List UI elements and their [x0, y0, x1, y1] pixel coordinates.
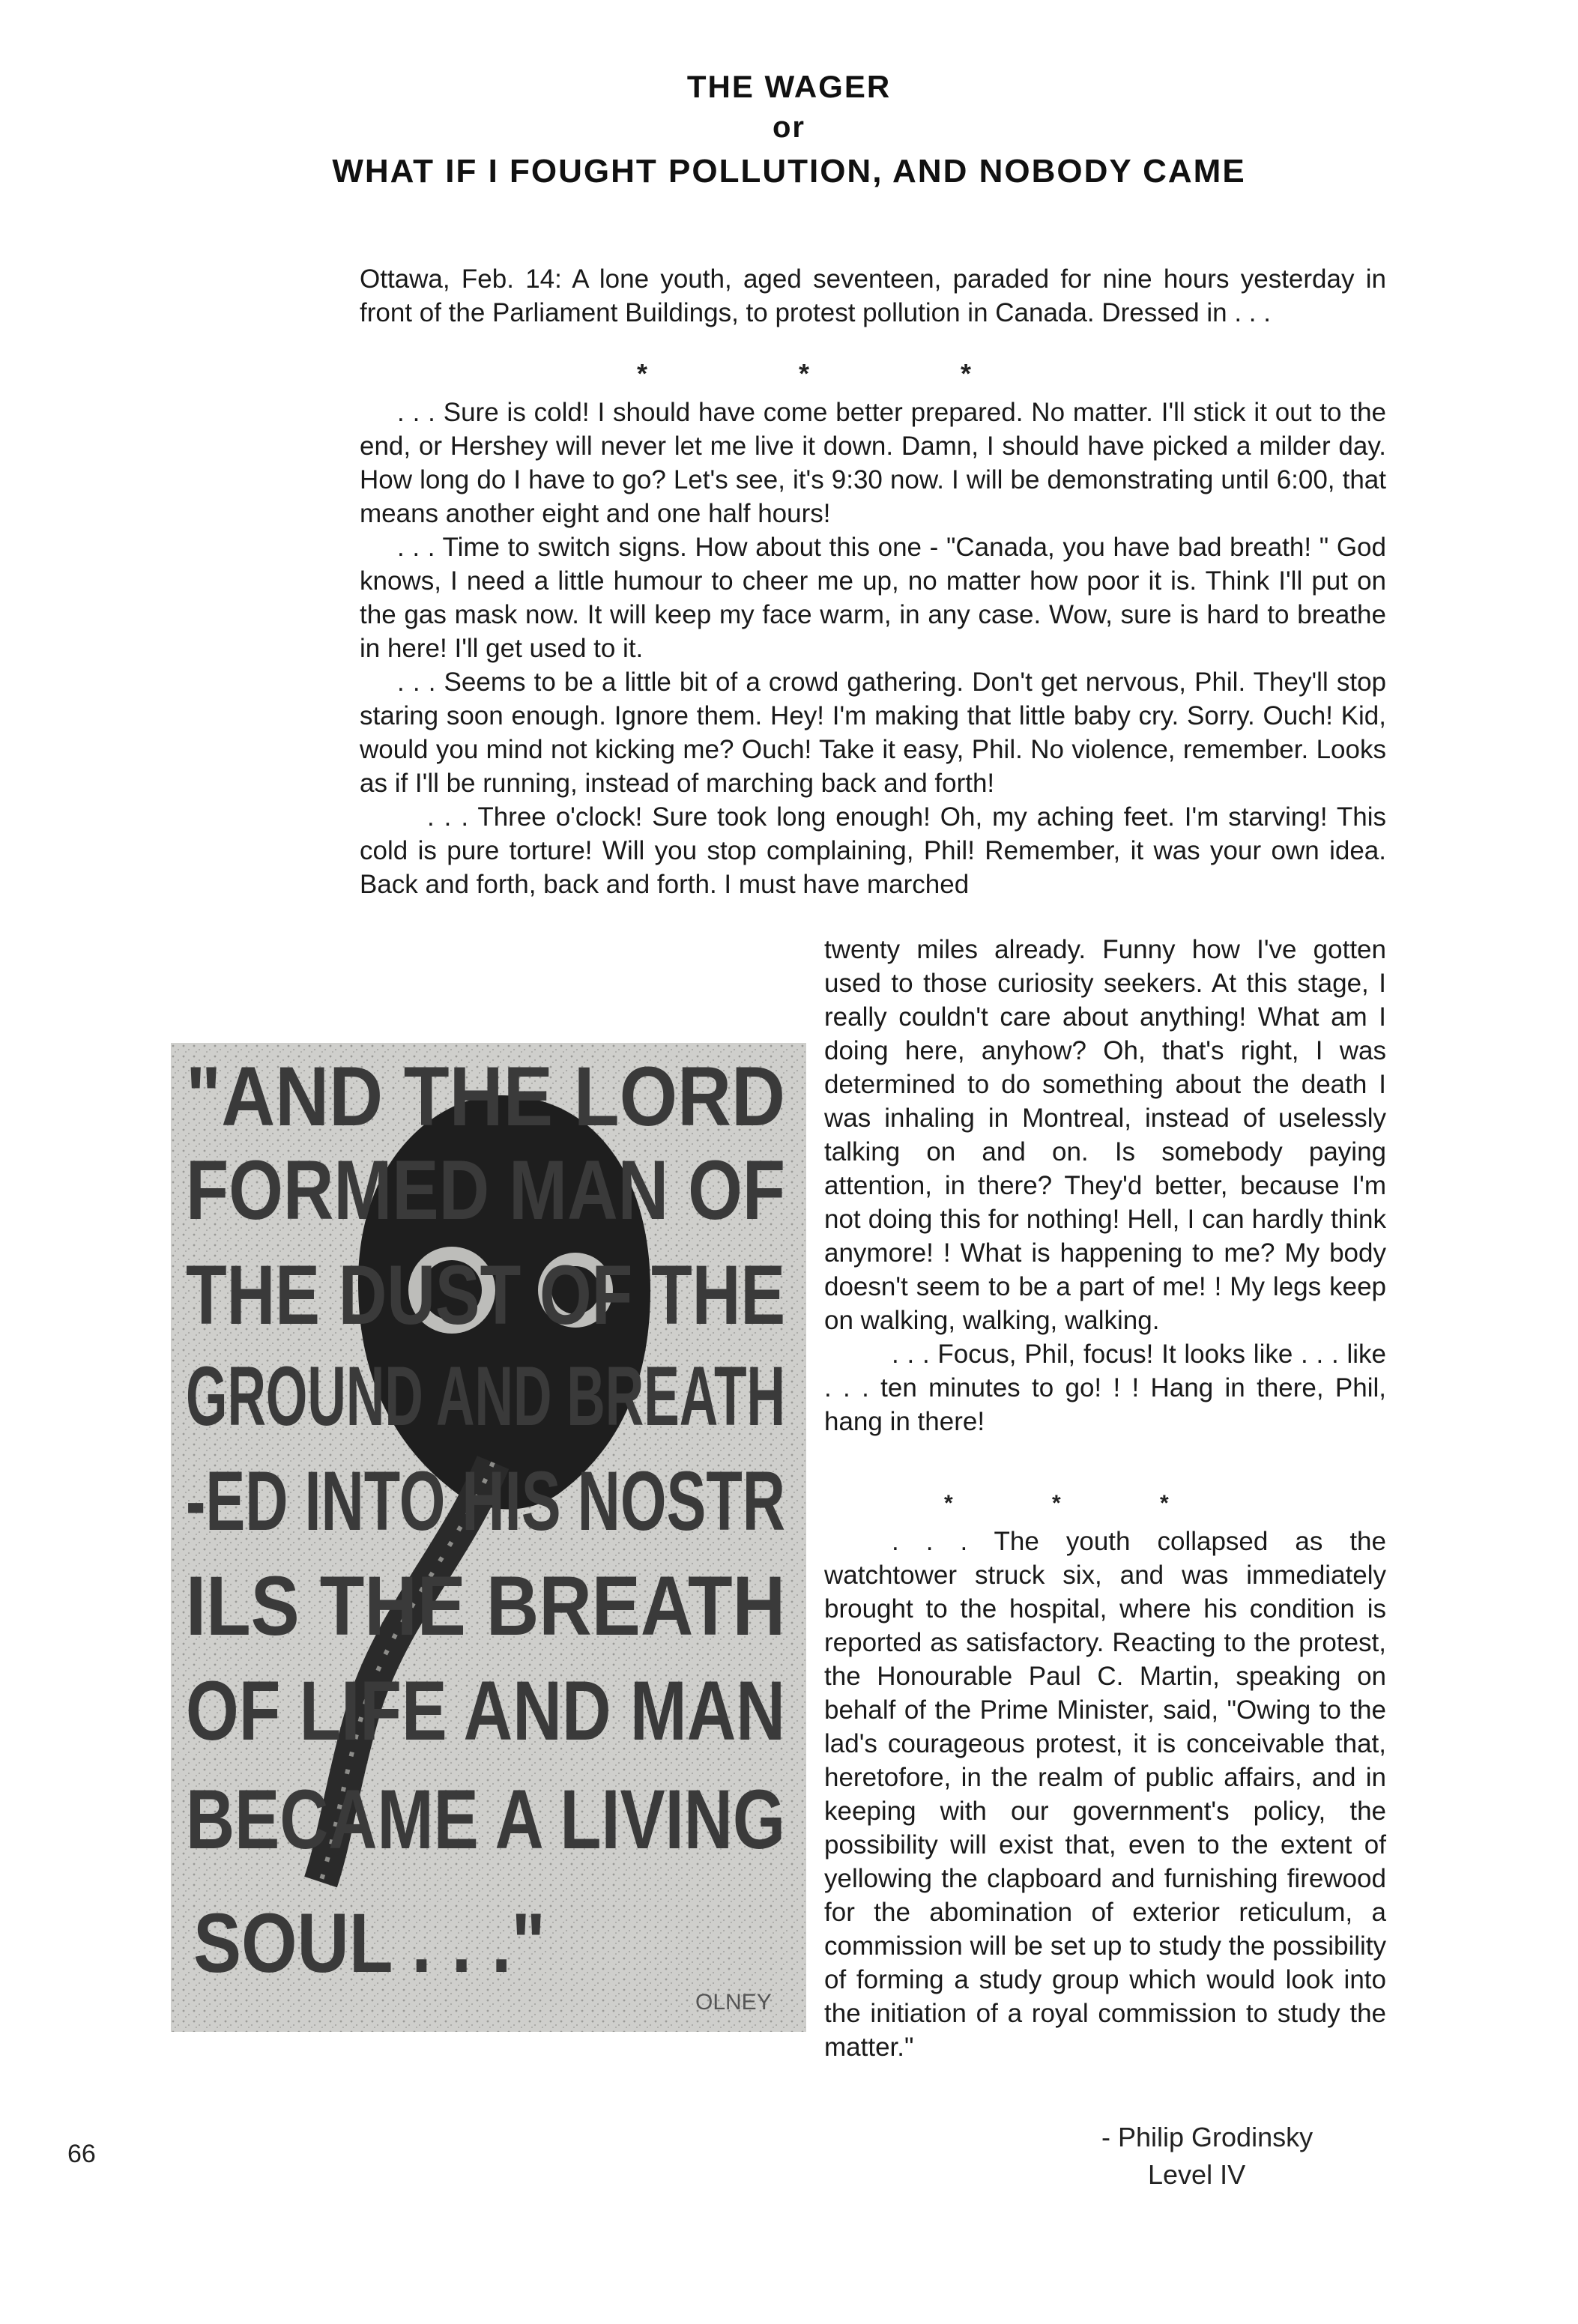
poster-line-1: "AND THE LORD: [186, 1050, 785, 1143]
poster-line-8: BECAME A LIVING: [186, 1773, 785, 1866]
story-paragraphs: [360, 396, 1386, 901]
author-signature: [1101, 2119, 1313, 2194]
story-paragraph: . . . Three o'clock! Sure took long enough! Oh, my aching feet. I'm starving! This cold is pure torture! Will you stop complaining, Phil! Remember, it was your own idea. Back and forth, back and forth. I must have marched: [360, 802, 1386, 899]
poster-line-5: -ED INTO HIS NOSTR: [186, 1454, 785, 1548]
title-line-2: or: [773, 111, 805, 144]
story-paragraph: . . . Sure is cold! I should have come better prepared. No matter. I'll stick it out to the end, or Hershey will never let me live it down. Damn, I should have picked a milder day. How long do I have to go? Let's see, it's 9:30 now. I will be demonstrating until 6:00, that means another eight and one half hours!: [360, 398, 1386, 528]
intro-paragraph: [360, 262, 1386, 330]
poster-artist-mark: OLNEY: [695, 1990, 772, 2015]
poster-line-3: THE DUST OF THE: [186, 1248, 785, 1342]
section-separator-2: * * *: [944, 1491, 1215, 1516]
poster-line-2: FORMED MAN OF: [186, 1143, 785, 1237]
poster-line-9: SOUL . . .": [193, 1896, 545, 1990]
story-paragraph: . . . Time to switch signs. How about this one - "Canada, you have bad breath! " God knows, I need a little humour to cheer me up, no matter how poor it is. Think I'll put on the gas mask now. It will keep my face warm, in any case. Wow, sure is hard to breathe in here! I'll get used to it.: [360, 533, 1386, 663]
author-name: - Philip Grodinsky: [1101, 2122, 1314, 2152]
page-number: 66: [67, 2140, 96, 2168]
news-dateline-paragraph: Ottawa, Feb. 14: A lone youth, aged seventeen, paraded for nine hours yesterday in front of the Parliament Buildings, to protest pollution in Canada. Dressed in . . .: [360, 264, 1386, 327]
story-continuation: twenty miles already. Funny how I've gotten used to those curiosity seekers. At this stage, I really couldn't care about anything! What am I doing here, anyhow? Oh, that's right, I was determined to do something about the death I was inhaling in Montreal, instead of uselessly talking on and on. Is somebody paying attention, in there? They'd better, because I'm not doing this for nothing! Hell, I can hardly think anymore! ! What is happening to me? My body doesn't seem to be a part of me! ! My legs keep on walking, walking, walking.: [824, 935, 1386, 1335]
story-column: [824, 933, 1386, 1438]
title-line-1: THE WAGER: [686, 69, 892, 104]
title-line-3: WHAT IF I FOUGHT POLLUTION, AND NOBODY CAME: [332, 153, 1246, 190]
ending-paragraph: . . . The youth collapsed as the watchtower struck six, and was immediately brought to the hospital, where his condition is reported as satisfactory. Reacting to the protest, the Honourable Paul C. Martin, speaking on behalf of the Prime Minister, said, "Owing to the lad's courageous protest, it is conceivable that, heretofore, in the realm of public affairs, and in keeping with our government's policy, the possibility will exist that, even to the extent of yellowing the clapboard and furnishing firewood for the abomination of exterior reticulum, a commission will be set up to study the possibility of forming a study group which would look into the initiation of a royal commission to study the matter.": [824, 1527, 1386, 2062]
poster-line-6: ILS THE BREATH: [186, 1559, 785, 1653]
poster-line-7: OF LIFE AND MAN: [186, 1664, 785, 1758]
section-separator: * * *: [637, 358, 1044, 389]
story-paragraph: . . . Seems to be a little bit of a crowd gathering. Don't get nervous, Phil. They'll stop staring soon enough. Ignore them. Hey! I'm making that little baby cry. Sorry. Ouch! Kid, would you mind not kicking me? Ouch! Take it easy, Phil. No violence, remember. Looks as if I'll be running, instead of marching back and forth!: [360, 668, 1386, 798]
gas-mask-poster-image: [171, 1043, 806, 2032]
poster-line-4: GROUND AND BREATH: [186, 1349, 785, 1443]
poster-artwork: [171, 1043, 806, 2032]
story-paragraph: . . . Focus, Phil, focus! It looks like . . . like . . . ten minutes to go! ! ! Hang in there, Phil, hang in there!: [824, 1340, 1386, 1436]
author-level: Level IV: [1148, 2159, 1246, 2190]
poster-letter-group: [186, 1050, 785, 1990]
ending-column: [824, 1525, 1386, 2064]
